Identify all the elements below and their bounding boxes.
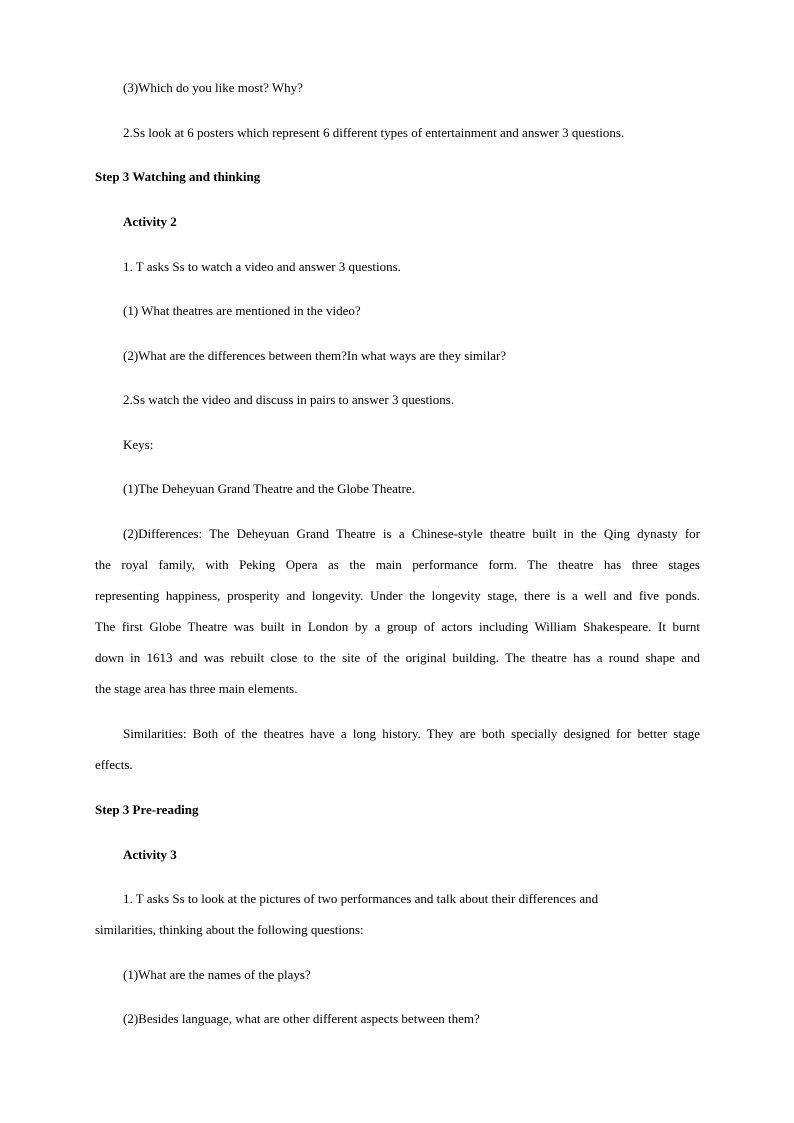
differences-line: down in 1613 and was rebuilt close to the site of the original building. The theatre has a round shape and bbox=[95, 650, 700, 665]
question-play-names: (1)What are the names of the plays? bbox=[123, 967, 311, 982]
keys-label: Keys: bbox=[123, 437, 154, 452]
question-theatres-mentioned: (1) What theatres are mentioned in the video? bbox=[123, 303, 361, 318]
differences-line: the royal family, with Peking Opera as the main performance form. The theatre has three stages bbox=[95, 557, 700, 572]
similarities-line: Similarities: Both of the theatres have a long history. They are both specially designed for better stage bbox=[123, 726, 700, 741]
t-asks-pictures-line1: 1. T asks Ss to look at the pictures of two performances and talk about their differences and bbox=[123, 891, 599, 906]
t-asks-video-instruction: 1. T asks Ss to watch a video and answer 3 questions. bbox=[123, 259, 401, 274]
differences-line: The first Globe Theatre was built in London by a group of actors including William Shakespeare. It burnt bbox=[95, 619, 700, 634]
differences-line: the stage area has three main elements. bbox=[95, 681, 298, 696]
question-other-aspects: (2)Besides language, what are other different aspects between them? bbox=[123, 1011, 480, 1026]
differences-line: (2)Differences: The Deheyuan Grand Theatre is a Chinese-style theatre built in the Qing dynasty for bbox=[123, 526, 700, 541]
t-asks-pictures-line2: similarities, thinking about the following questions: bbox=[95, 922, 364, 937]
question-differences: (2)What are the differences between them?In what ways are they similar? bbox=[123, 348, 507, 363]
key-answer-1: (1)The Deheyuan Grand Theatre and the Globe Theatre. bbox=[123, 481, 415, 496]
activity2-heading: Activity 2 bbox=[123, 214, 177, 229]
differences-line: representing happiness, prosperity and longevity. Under the longevity stage, there is a well and five ponds. bbox=[95, 588, 700, 603]
question-like-most: (3)Which do you like most? Why? bbox=[123, 80, 303, 95]
similarities-paragraph bbox=[95, 726, 700, 788]
step3-watching-heading: Step 3 Watching and thinking bbox=[95, 169, 261, 184]
step3-prereading-heading: Step 3 Pre-reading bbox=[95, 802, 199, 817]
differences-paragraph bbox=[95, 526, 700, 712]
activity3-heading: Activity 3 bbox=[123, 847, 177, 862]
ss-posters-instruction: 2.Ss look at 6 posters which represent 6 different types of entertainment and answer 3 questions. bbox=[123, 125, 625, 140]
ss-watch-instruction: 2.Ss watch the video and discuss in pairs to answer 3 questions. bbox=[123, 392, 455, 407]
similarities-line: effects. bbox=[95, 757, 133, 772]
